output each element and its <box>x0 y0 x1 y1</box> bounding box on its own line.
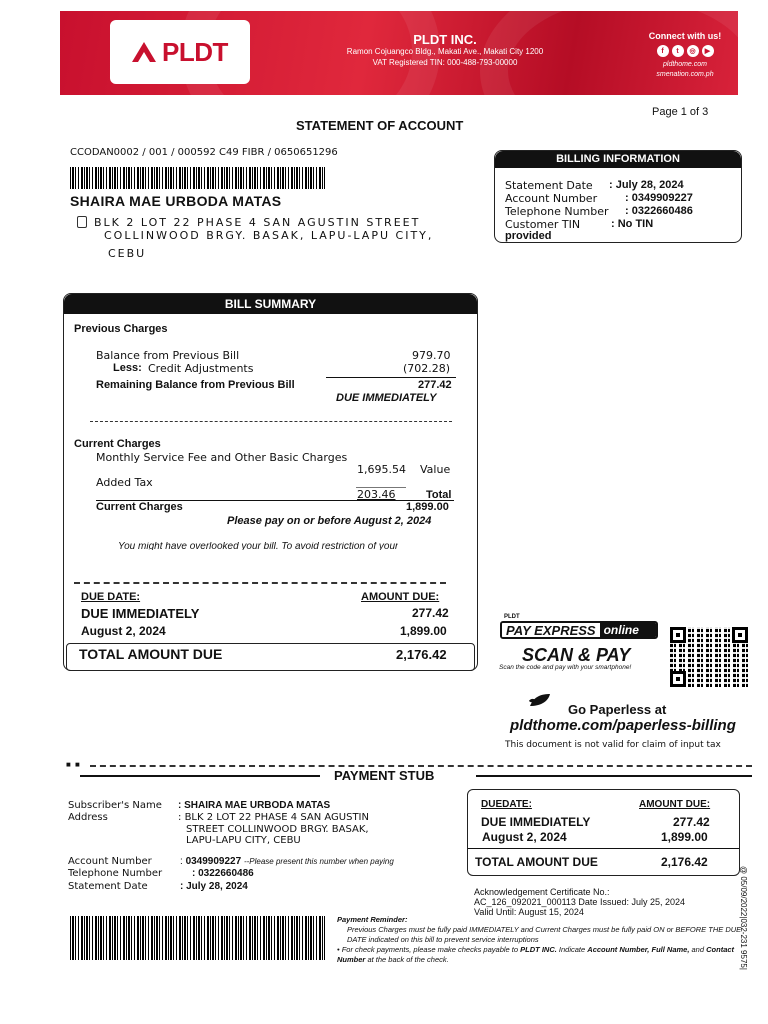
stub-due1-label: DUE IMMEDIATELY <box>481 815 591 829</box>
logo-text: PLDT <box>162 36 228 67</box>
telephone-number: : 0322660486 <box>625 205 693 217</box>
instagram-icon[interactable]: ◎ <box>687 45 699 57</box>
due-date-heading: DUE DATE: <box>81 591 141 603</box>
total-amount-due: 2,176.42 <box>396 647 447 662</box>
statement-date: : July 28, 2024 <box>609 179 684 191</box>
added-tax-amount: 203.46 <box>357 488 396 501</box>
barcode <box>70 167 325 189</box>
youtube-icon[interactable]: ▶ <box>702 45 714 57</box>
site-link-pldthome[interactable]: pldthome.com <box>663 61 707 68</box>
company-name: PLDT INC. <box>413 32 477 47</box>
company-address: Ramon Cojuangco Bldg., Makati Ave., Makati City 1200 <box>346 47 544 56</box>
pay-express-badge[interactable] <box>500 621 658 639</box>
due2-amount: 1,899.00 <box>400 624 447 638</box>
twitter-icon[interactable]: t <box>672 45 684 57</box>
address-icon <box>77 216 87 228</box>
stub-rule-right <box>476 775 752 777</box>
previous-charges-heading: Previous Charges <box>74 323 168 335</box>
customer-tin: : No TIN <box>611 218 654 230</box>
payment-stub-title: PAYMENT STUB <box>334 768 435 783</box>
facebook-icon[interactable]: f <box>657 45 669 57</box>
paperless-link[interactable]: pldthome.com/paperless-billing <box>510 717 736 734</box>
stub-marker: ■ ■ <box>66 760 81 769</box>
pay-express-brand: PLDT <box>504 614 520 620</box>
stub-due2-label: August 2, 2024 <box>482 830 567 844</box>
side-stamp: @ 05/09/2022|032-231 9575| <box>739 866 748 970</box>
address-line-1: BLK 2 LOT 22 PHASE 4 SAN AGUSTIN STREET <box>94 216 421 229</box>
stub-address-1: : BLK 2 LOT 22 PHASE 4 SAN AGUSTIN <box>178 812 369 823</box>
stub-telephone: : 0322660486 <box>192 868 254 879</box>
pldt-logo-icon <box>132 42 156 62</box>
qr-eye-icon <box>732 627 748 643</box>
reminder-title: Payment Reminder: <box>337 915 408 924</box>
reminder-and: and <box>691 945 705 954</box>
due1-amount: 277.42 <box>412 606 449 620</box>
due-immediately-note: DUE IMMEDIATELY <box>336 392 437 404</box>
qr-eye-icon <box>670 671 686 687</box>
account-code: CCODAN0002 / 001 / 000592 C49 FIBR / 0650651296 <box>70 147 338 158</box>
stub-barcode <box>70 916 325 960</box>
scan-pay-label: SCAN & PAY <box>522 645 631 665</box>
ack-certificate-label: Acknowledgement Certificate No.: <box>474 887 610 897</box>
due1-label: DUE IMMEDIATELY <box>81 606 200 621</box>
overlooked-note: You might have overlooked your bill. To avoid restriction of your <box>118 542 399 550</box>
stub-total-amount: 2,176.42 <box>661 855 708 869</box>
stub-duedate-heading: DUEDATE: <box>481 799 532 810</box>
payment-reminder <box>337 915 747 965</box>
address-line-2: COLLINWOOD BRGY. BASAK, LAPU-LAPU CITY, <box>104 229 434 242</box>
due-divider <box>74 582 446 584</box>
amount-due-heading: AMOUNT DUE: <box>361 591 440 603</box>
pay-express-label: PAY EXPRESS <box>502 623 600 637</box>
current-charges-total-label: Current Charges <box>96 501 183 513</box>
stub-total-label: TOTAL AMOUNT DUE <box>475 855 598 869</box>
connect-label: Connect with us! <box>648 31 722 41</box>
stub-subscriber-label: Subscriber's Name <box>68 800 162 811</box>
scan-pay-note: Scan the code and pay with your smartphone! <box>499 664 632 671</box>
stub-amount-heading: AMOUNT DUE: <box>639 799 711 810</box>
reminder-text-1: Previous Charges must be fully paid IMMEDIATELY and Current Charges must be fully paid ON or BEFORE THE DUE DATE indicated on this bill to prevent service interruptions <box>347 925 742 944</box>
reminder-indicate: Indicate <box>558 945 586 954</box>
remaining-balance-amount: 277.42 <box>418 379 452 391</box>
balance-prev-amount: 979.70 <box>412 349 451 362</box>
stub-account: : 0349909227 --Please present this number when paying <box>180 856 394 867</box>
input-tax-disclaimer: This document is not valid for claim of input tax <box>505 740 721 750</box>
section-divider <box>90 421 452 422</box>
company-tin: VAT Registered TIN: 000-488-793-00000 <box>372 58 518 67</box>
total-amount-due-label: TOTAL AMOUNT DUE <box>79 646 223 662</box>
stub-subscriber: : SHAIRA MAE URBODA MATAS <box>178 800 331 811</box>
customer-tin-cont: provided <box>505 230 552 242</box>
monthly-fee-amount: 1,695.54 <box>357 463 406 476</box>
stub-address-3: LAPU-LAPU CITY, CEBU <box>186 835 301 846</box>
total-amount-due-row <box>66 643 475 671</box>
pay-express-online: online <box>600 623 656 637</box>
stub-due-box <box>467 789 740 876</box>
stub-address-2: STREET COLLINWOOD BRGY. BASAK, <box>186 824 369 835</box>
account-number-label: Account Number <box>505 192 598 205</box>
social-icons <box>650 45 720 57</box>
billing-information-box <box>494 150 742 243</box>
statement-date-label: Statement Date <box>505 179 593 192</box>
pay-before-note: Please pay on or before August 2, 2024 <box>227 515 432 527</box>
subtotal-rule <box>326 377 456 378</box>
qr-eye-icon <box>670 627 686 643</box>
stub-statement-date: July 28, 2024 <box>186 881 248 892</box>
reminder-check-text: • For check payments, please make checks payable to <box>337 945 519 954</box>
stub-total-rule <box>468 848 739 849</box>
added-tax-label: Added Tax <box>96 476 153 489</box>
value-label: Value <box>420 463 451 476</box>
due2-label: August 2, 2024 <box>81 624 166 638</box>
total-label: Total <box>426 489 452 501</box>
bill-summary-heading: BILL SUMMARY <box>64 294 477 314</box>
current-charges-total: 1,899.00 <box>406 501 449 513</box>
stub-address-1-text: BLK 2 LOT 22 PHASE 4 SAN AGUSTIN <box>184 812 369 823</box>
monthly-fee-label: Monthly Service Fee and Other Basic Charges <box>96 451 348 464</box>
stub-statement: : July 28, 2024 <box>180 881 248 892</box>
reminder-fullname: Full Name, <box>651 945 690 954</box>
stub-address-label: Address <box>68 812 108 823</box>
reminder-text-2 <box>337 945 747 965</box>
stub-statement-label: Statement Date <box>68 881 148 892</box>
leaf-icon <box>528 692 552 708</box>
ack-certificate-number: AC_126_092021_000113 Date Issued: July 25, 2024 <box>474 897 685 907</box>
account-number: : 0349909227 <box>625 192 693 204</box>
stub-subscriber-name: SHAIRA MAE URBODA MATAS <box>184 800 331 811</box>
stub-due1-amount: 277.42 <box>673 815 710 829</box>
credit-adjustments-amount: (702.28) <box>403 362 451 375</box>
reminder-back: at the back of the check. <box>367 955 449 964</box>
reminder-contact: Contact Number <box>337 945 735 964</box>
balance-prev-label: Balance from Previous Bill <box>96 349 240 362</box>
ack-valid-until: Valid Until: August 15, 2024 <box>474 907 584 917</box>
customer-tin-label: Customer TIN <box>505 218 581 231</box>
telephone-label: Telephone Number <box>505 205 609 218</box>
stub-account-label: Account Number <box>68 856 152 867</box>
qr-code-icon[interactable] <box>670 627 748 687</box>
stub-telephone-label: Telephone Number <box>68 868 163 879</box>
credit-adjustments-label: Credit Adjustments <box>148 362 254 375</box>
stub-account-note: --Please present this number when paying <box>243 857 394 866</box>
cut-line <box>90 765 752 767</box>
paperless-heading: Go Paperless at <box>568 702 667 717</box>
stub-telephone-number: 0322660486 <box>198 868 254 879</box>
billing-information-heading: BILLING INFORMATION <box>495 151 741 168</box>
remaining-balance-label: Remaining Balance from Previous Bill <box>96 379 295 391</box>
reminder-account: Account Number, <box>587 945 650 954</box>
less-label: Less: <box>113 362 142 374</box>
pldt-logo <box>110 20 250 84</box>
page-number: Page 1 of 3 <box>652 106 709 118</box>
reminder-payee: PLDT INC. <box>520 945 557 954</box>
document-title: STATEMENT OF ACCOUNT <box>296 118 464 133</box>
subscriber-name: SHAIRA MAE URBODA MATAS <box>70 193 282 209</box>
address-line-3: CEBU <box>108 247 147 260</box>
site-link-smenation[interactable]: smenation.com.ph <box>656 71 714 78</box>
stub-rule-left <box>80 775 320 777</box>
stub-due2-amount: 1,899.00 <box>661 830 708 844</box>
stub-account-number: 0349909227 <box>185 856 242 867</box>
current-charges-heading: Current Charges <box>74 438 161 450</box>
